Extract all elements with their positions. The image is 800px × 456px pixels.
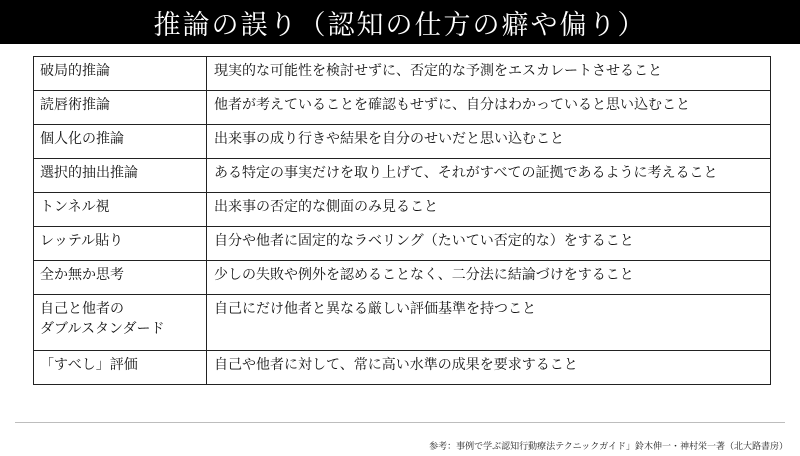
term-cell: 「すべし」評価	[34, 351, 207, 385]
description-cell: 他者が考えていることを確認もせずに、自分はわかっていると思い込むこと	[207, 91, 771, 125]
title-bar	[0, 0, 800, 44]
term-cell: 全か無か思考	[34, 261, 207, 295]
table-row	[34, 227, 771, 261]
description-cell: 出来事の否定的な側面のみ見ること	[207, 193, 771, 227]
term-cell: 破局的推論	[34, 57, 207, 91]
table-row	[34, 91, 771, 125]
table-row	[34, 295, 771, 351]
description-cell: 自己にだけ他者と異なる厳しい評価基準を持つこと	[207, 295, 771, 351]
description-cell: 少しの失敗や例外を認めることなく、二分法に結論づけをすること	[207, 261, 771, 295]
table-row	[34, 57, 771, 91]
term-cell: 自己と他者の ダブルスタンダード	[34, 295, 207, 351]
table-row	[34, 125, 771, 159]
term-cell: 個人化の推論	[34, 125, 207, 159]
table-row	[34, 351, 771, 385]
table-row	[34, 159, 771, 193]
description-cell: ある特定の事実だけを取り上げて、それがすべての証拠であるように考えること	[207, 159, 771, 193]
description-cell: 自己や他者に対して、常に高い水準の成果を要求すること	[207, 351, 771, 385]
description-cell: 出来事の成り行きや結果を自分のせいだと思い込むこと	[207, 125, 771, 159]
table-row	[34, 261, 771, 295]
source-citation: 参考：事例で学ぶ認知行動療法テクニックガイド」鈴木伸一・神村栄一著（北大路書房）	[429, 442, 788, 452]
term-cell: レッテル貼り	[34, 227, 207, 261]
term-cell: 読唇術推論	[34, 91, 207, 125]
page-title: 推論の誤り（認知の仕方の癖や偏り）	[153, 9, 647, 41]
cognitive-errors-table	[33, 56, 771, 385]
term-cell: 選択的抽出推論	[34, 159, 207, 193]
footer-divider	[15, 422, 785, 423]
description-cell: 現実的な可能性を検討せずに、否定的な予測をエスカレートさせること	[207, 57, 771, 91]
term-cell: トンネル視	[34, 193, 207, 227]
description-cell: 自分や他者に固定的なラベリング（たいてい否定的な）をすること	[207, 227, 771, 261]
table-row	[34, 193, 771, 227]
